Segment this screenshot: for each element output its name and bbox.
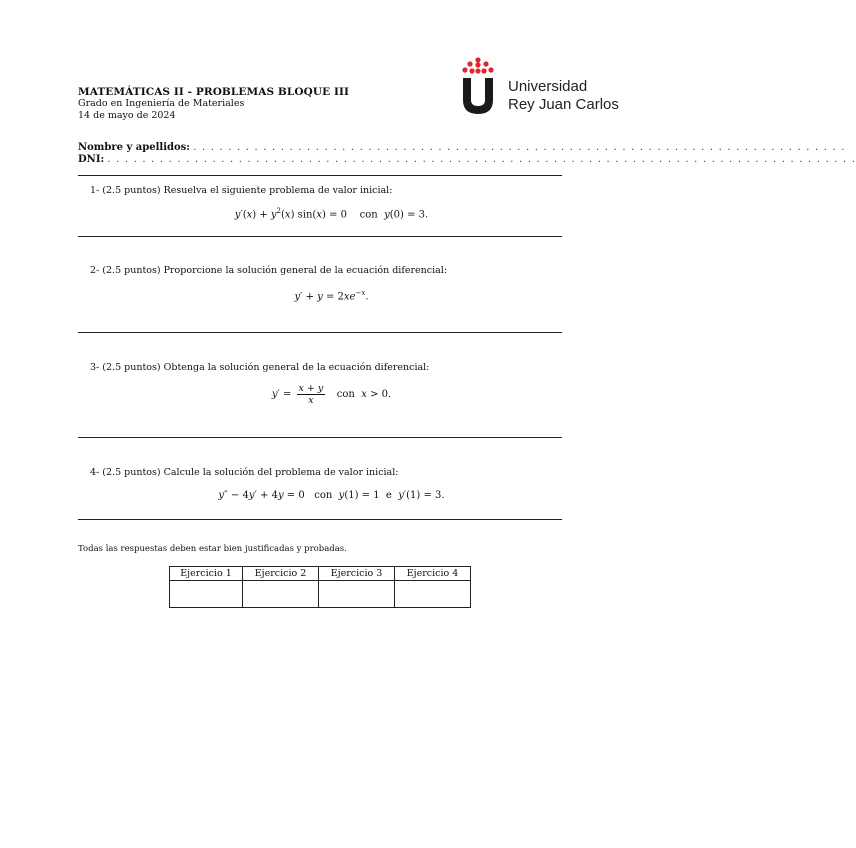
instructions-note: Todas las respuestas deben estar bien justificadas y probadas. — [78, 544, 347, 554]
grade-score-cell[interactable] — [319, 581, 395, 608]
grade-header-cell: Ejercicio 3 — [319, 567, 395, 581]
dni-field[interactable] — [78, 154, 856, 165]
problem-4-statement: 4- (2.5 puntos) Calcule la solución del problema de valor inicial: — [90, 467, 399, 478]
university-name — [508, 78, 619, 114]
problem-1-statement: 1- (2.5 puntos) Resuelva el siguiente problema de valor inicial: — [90, 185, 393, 196]
fraction: $\frac{x + y}{x}$ — [298, 383, 324, 406]
grade-table — [169, 566, 471, 608]
dni-label: DNI: — [78, 154, 105, 165]
problem-3-equation: y′ = $\frac{x + y}{x}$ con x > 0. — [271, 383, 392, 406]
university-name-line2: Rey Juan Carlos — [508, 96, 619, 113]
divider — [78, 175, 562, 176]
university-name-line1: Universidad — [508, 78, 588, 95]
problem-4-equation: y″ − 4y′ + 4y = 0 con y(1) = 1 e y′(1) = 3. — [218, 490, 445, 501]
problem-1-equation: $y'(x) + y^2(x) \sin(x) = 0$ con y(0) = 3. — [234, 207, 429, 221]
divider — [78, 332, 562, 333]
problem-3-statement: 3- (2.5 puntos) Obtenga la solución general de la ecuación diferencial: — [90, 362, 430, 373]
divider — [78, 519, 562, 520]
grade-header-cell: Ejercicio 2 — [243, 567, 319, 581]
university-logo — [460, 56, 630, 116]
exam-title: MATEMÁTICAS II - PROBLEMAS BLOQUE III — [78, 86, 350, 98]
grade-score-cell[interactable] — [243, 581, 319, 608]
urjc-emblem-icon — [460, 56, 496, 116]
dni-dotted-line: . . . . . . . . . . . . . . . . . . . . . . . . . . . . . . . . . . . . . . . . . . . . . . . . . . . . . . . . . . . . . . . . . . . . . . . . . . . . . . . . . . . . . . — [107, 154, 856, 165]
problem-2-equation: $y' + y = 2xe^{-x}$. — [294, 289, 369, 303]
name-dotted-line: . . . . . . . . . . . . . . . . . . . . . . . . . . . . . . . . . . . . . . . . . . . . . . . . . . . . . . . . . . . . . . . . . . . . . . . . . . . — [193, 142, 846, 153]
degree-name: Grado en Ingeniería de Materiales — [78, 98, 245, 109]
grade-table-header-row — [170, 567, 471, 581]
grade-table-score-row — [170, 581, 471, 608]
grade-score-cell[interactable] — [395, 581, 471, 608]
problem-2-statement: 2- (2.5 puntos) Proporcione la solución general de la ecuación diferencial: — [90, 265, 448, 276]
name-field[interactable] — [78, 142, 846, 153]
grade-score-cell[interactable] — [170, 581, 243, 608]
exam-date: 14 de mayo de 2024 — [78, 110, 176, 121]
name-label: Nombre y apellidos: — [78, 142, 191, 153]
divider — [78, 437, 562, 438]
header — [78, 86, 349, 122]
grade-header-cell: Ejercicio 4 — [395, 567, 471, 581]
grade-header-cell: Ejercicio 1 — [170, 567, 243, 581]
divider — [78, 236, 562, 237]
